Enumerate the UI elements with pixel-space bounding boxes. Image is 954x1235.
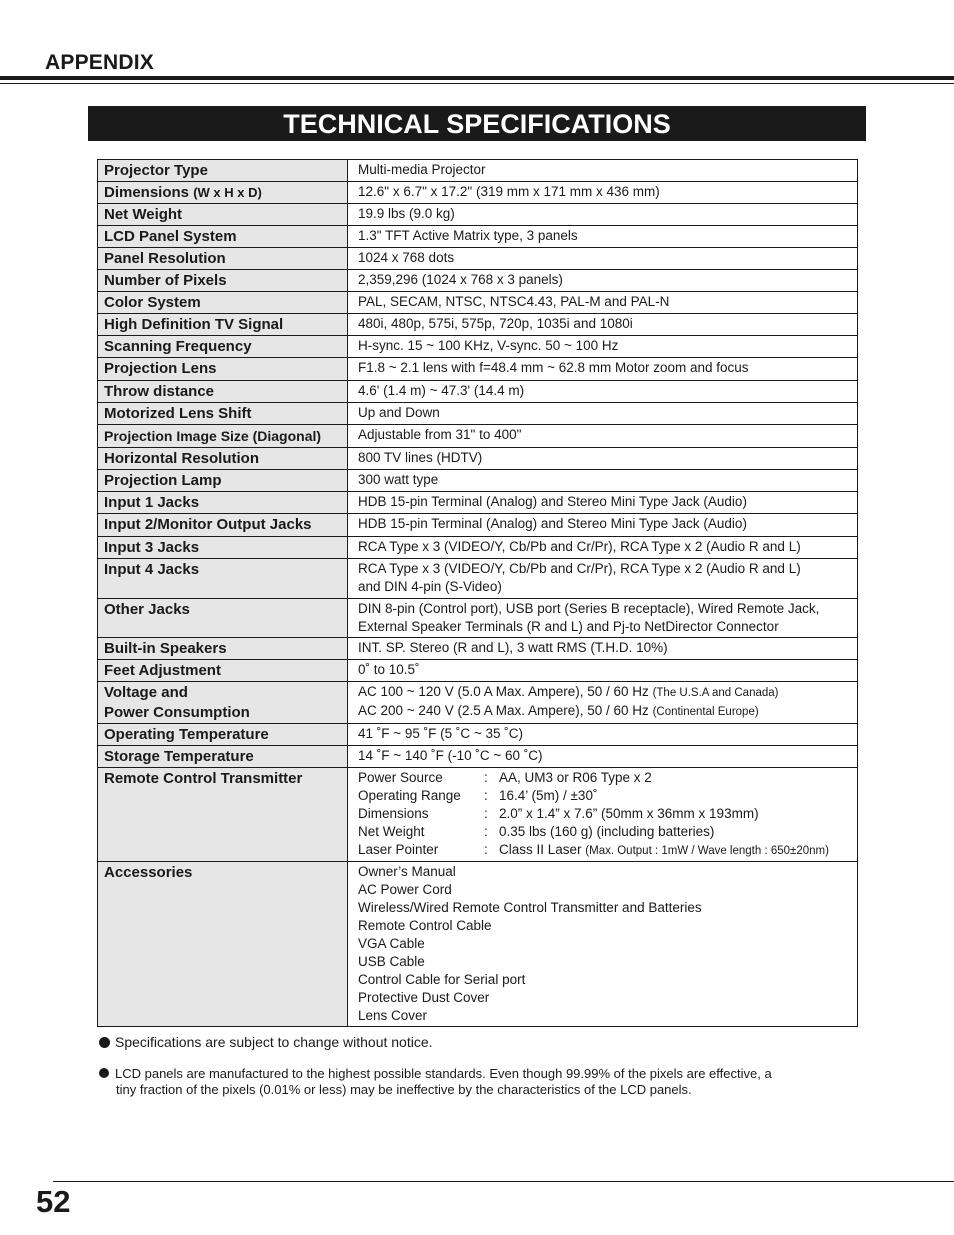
page-title: TECHNICAL SPECIFICATIONS	[88, 106, 866, 141]
spec-label-text: Feet Adjustment	[104, 662, 221, 679]
spec-value-line	[358, 426, 857, 444]
spec-label	[98, 862, 348, 1027]
spec-value-line	[358, 578, 857, 596]
spec-label-text: Net Weight	[104, 206, 183, 223]
spec-value-text: Adjustable from 31" to 400"	[358, 427, 522, 442]
spec-row	[98, 746, 858, 768]
spec-value	[348, 182, 858, 204]
spec-label-text: Scanning Frequency	[104, 338, 252, 355]
spec-value-note: (Continental Europe)	[652, 706, 759, 718]
spec-value	[348, 599, 858, 638]
remote-spec-value-text: 0.35 lbs (160 g) (including batteries)	[499, 824, 715, 839]
spec-row	[98, 492, 858, 514]
spec-value-line	[358, 205, 857, 223]
spec-value	[348, 425, 858, 448]
spec-label-text: Input 1 Jacks	[104, 494, 200, 511]
spec-label-text: Projection Image Size (Diagonal)	[104, 428, 322, 444]
spec-value	[348, 248, 858, 270]
remote-spec-value-text: AA, UM3 or R06 Type x 2	[499, 770, 652, 785]
spec-row	[98, 514, 858, 537]
spec-value-line	[358, 725, 857, 743]
spec-row-remote	[98, 768, 858, 862]
spec-value-text: 0˚ to 10.5˚	[358, 662, 420, 677]
spec-row	[98, 182, 858, 204]
spec-value-note: (The U.S.A and Canada)	[652, 687, 779, 699]
spec-value	[348, 403, 858, 425]
spec-value-text: 19.9 lbs (9.0 kg)	[358, 206, 455, 221]
page-number: 52	[36, 1184, 71, 1219]
spec-row	[98, 638, 858, 660]
spec-label	[98, 660, 348, 682]
accessory-item: AC Power Cord	[358, 882, 452, 897]
spec-value-line	[358, 618, 857, 636]
remote-spec-value	[499, 769, 652, 787]
spec-label	[98, 537, 348, 559]
spec-value-text: 41 ˚F ~ 95 ˚F (5 ˚C ~ 35 ˚C)	[358, 726, 524, 741]
spec-value-line	[358, 747, 857, 765]
spec-value	[348, 682, 858, 724]
spec-label	[98, 160, 348, 182]
spec-label-text: Input 3 Jacks	[104, 539, 200, 556]
spec-value-line	[358, 271, 857, 289]
remote-spec-key: Power Source	[358, 770, 443, 785]
spec-label	[98, 682, 348, 724]
spec-label-text: Projection Lens	[104, 360, 217, 377]
spec-value-text: RCA Type x 3 (VIDEO/Y, Cb/Pb and Cr/Pr), RCA Type x 2 (Audio R and L)	[358, 539, 801, 554]
spec-label	[98, 470, 348, 492]
spec-value	[348, 204, 858, 226]
spec-value-line	[358, 161, 857, 179]
spec-value	[348, 381, 858, 403]
spec-row	[98, 248, 858, 270]
spec-value-text: 4.6' (1.4 m) ~ 47.3' (14.4 m)	[358, 383, 525, 398]
accessory-item: Owner’s Manual	[358, 864, 456, 879]
spec-label	[98, 448, 348, 470]
spec-value	[348, 226, 858, 248]
spec-value-text: 14 ˚F ~ 140 ˚F (-10 ˚C ~ 60 ˚C)	[358, 748, 543, 763]
spec-label	[98, 638, 348, 660]
spec-row	[98, 403, 858, 425]
lcd-note	[99, 1066, 856, 1098]
spec-label-text: Projector Type	[104, 162, 208, 179]
spec-value-text: External Speaker Terminals (R and L) and Pj-to NetDirector Connector	[358, 619, 779, 634]
spec-value-text: 2,359,296 (1024 x 768 x 3 panels)	[358, 272, 563, 287]
spec-value-line	[358, 560, 857, 578]
accessory-item: Protective Dust Cover	[358, 990, 490, 1005]
spec-row	[98, 314, 858, 336]
spec-row	[98, 226, 858, 248]
spec-label-text: Horizontal Resolution	[104, 450, 259, 467]
spec-label-note: (W x H x D)	[193, 185, 262, 200]
spec-row	[98, 559, 858, 599]
spec-value	[348, 862, 858, 1027]
bullet-icon	[99, 1068, 109, 1078]
spec-value	[348, 314, 858, 336]
spec-value-line	[358, 404, 857, 422]
footer-rule	[53, 1181, 954, 1182]
bullet-icon	[99, 1037, 110, 1048]
remote-spec-sep: :	[484, 842, 488, 857]
spec-row	[98, 336, 858, 358]
spec-label	[98, 425, 348, 448]
remote-spec-key: Operating Range	[358, 788, 461, 803]
remote-spec-line	[358, 805, 857, 823]
spec-row	[98, 599, 858, 638]
accessory-item: Remote Control Cable	[358, 918, 492, 933]
remote-spec-sep: :	[484, 788, 488, 803]
remote-spec-line	[358, 787, 857, 805]
spec-row	[98, 448, 858, 470]
spec-label-text: Operating Temperature	[104, 726, 269, 743]
spec-row	[98, 160, 858, 182]
spec-value-text: 12.6" x 6.7" x 17.2" (319 mm x 171 mm x 436 mm)	[358, 184, 660, 199]
remote-spec-value	[499, 841, 829, 860]
spec-label-text: Motorized Lens Shift	[104, 405, 252, 422]
header-rule	[0, 76, 954, 80]
spec-value-text: Up and Down	[358, 405, 440, 420]
accessory-item: Wireless/Wired Remote Control Transmitter and Batteries	[358, 900, 702, 915]
remote-spec-line	[358, 841, 857, 860]
remote-spec-line	[358, 769, 857, 787]
remote-spec-sep: :	[484, 770, 488, 785]
lcd-note-line2: tiny fraction of the pixels (0.01% or less) may be ineffective by the characteristics of the LCD panels.	[116, 1082, 692, 1097]
spec-value	[348, 336, 858, 358]
spec-label	[98, 403, 348, 425]
spec-value-line	[358, 359, 857, 377]
spec-label	[98, 204, 348, 226]
spec-label	[98, 182, 348, 204]
spec-value-text: AC 100 ~ 120 V (5.0 A Max. Ampere), 50 / 60 Hz	[358, 684, 649, 699]
accessory-item: Lens Cover	[358, 1008, 428, 1023]
spec-label	[98, 248, 348, 270]
spec-value	[348, 660, 858, 682]
spec-label	[98, 314, 348, 336]
spec-label-text: Remote Control Transmitter	[104, 770, 303, 787]
spec-value	[348, 537, 858, 559]
remote-spec-note: (Max. Output : 1mW / Wave length : 650±20nm)	[585, 845, 829, 857]
spec-row-accessories	[98, 862, 858, 1027]
specifications-table	[97, 159, 858, 1027]
spec-label	[98, 599, 348, 638]
spec-row	[98, 270, 858, 292]
spec-row	[98, 682, 858, 724]
accessory-item: USB Cable	[358, 954, 425, 969]
spec-value-text: PAL, SECAM, NTSC, NTSC4.43, PAL-M and PAL-N	[358, 294, 670, 309]
spec-label-text: Throw distance	[104, 383, 215, 400]
spec-value-text: HDB 15-pin Terminal (Analog) and Stereo Mini Type Jack (Audio)	[358, 494, 747, 509]
spec-row	[98, 470, 858, 492]
spec-value-line	[358, 515, 857, 533]
spec-value-text: DIN 8-pin (Control port), USB port (Series B receptacle), Wired Remote Jack,	[358, 601, 820, 616]
spec-value-line	[358, 183, 857, 201]
spec-value-text: H-sync. 15 ~ 100 KHz, V-sync. 50 ~ 100 Hz	[358, 338, 619, 353]
spec-value-line	[358, 249, 857, 267]
spec-label-text: Power Consumption	[104, 704, 250, 721]
spec-value-line	[358, 449, 857, 467]
spec-value-text: INT. SP. Stereo (R and L), 3 watt RMS (T.H.D. 10%)	[358, 640, 668, 655]
remote-spec-value-text: Class II Laser	[499, 842, 582, 857]
remote-spec-value	[499, 823, 714, 841]
spec-row	[98, 425, 858, 448]
spec-row	[98, 537, 858, 559]
spec-label-text: Input 2/Monitor Output Jacks	[104, 516, 312, 533]
spec-label	[98, 492, 348, 514]
spec-label	[98, 768, 348, 862]
spec-value-line	[358, 683, 857, 702]
spec-row	[98, 292, 858, 314]
remote-spec-value	[499, 805, 759, 823]
spec-label-text: Voltage and	[104, 684, 188, 701]
spec-value-line	[358, 337, 857, 355]
spec-label-text: Number of Pixels	[104, 272, 227, 289]
spec-value-line	[358, 600, 857, 618]
spec-label	[98, 270, 348, 292]
accessory-item: VGA Cable	[358, 936, 425, 951]
remote-spec-key: Laser Pointer	[358, 842, 439, 857]
spec-label-text: Dimensions	[104, 184, 190, 201]
remote-spec-value-text: 16.4’ (5m) / ±30˚	[499, 788, 598, 803]
spec-value-text: F1.8 ~ 2.1 lens with f=48.4 mm ~ 62.8 mm Motor zoom and focus	[358, 360, 749, 375]
spec-value	[348, 448, 858, 470]
spec-value-text: AC 200 ~ 240 V (2.5 A Max. Ampere), 50 / 60 Hz	[358, 703, 649, 718]
spec-value	[348, 160, 858, 182]
spec-label-text: Accessories	[104, 864, 193, 881]
spec-label-text: Built-in Speakers	[104, 640, 227, 657]
spec-value	[348, 514, 858, 537]
spec-value	[348, 638, 858, 660]
spec-row	[98, 660, 858, 682]
spec-value-text: RCA Type x 3 (VIDEO/Y, Cb/Pb and Cr/Pr), RCA Type x 2 (Audio R and L)	[358, 561, 801, 576]
remote-spec-value-text: 2.0” x 1.4” x 7.6” (50mm x 36mm x 193mm)	[499, 806, 759, 821]
remote-spec-key: Dimensions	[358, 806, 429, 821]
remote-spec-sep: :	[484, 806, 488, 821]
lcd-note-line1: LCD panels are manufactured to the highest possible standards. Even though 99.99% of the pixels are effective, a	[115, 1066, 772, 1081]
spec-label	[98, 381, 348, 403]
spec-value-line	[358, 382, 857, 400]
spec-label-text: Color System	[104, 294, 201, 311]
spec-value	[348, 292, 858, 314]
remote-spec-sep: :	[484, 824, 488, 839]
spec-label-text: Input 4 Jacks	[104, 561, 200, 578]
spec-value-line	[358, 702, 857, 721]
spec-row	[98, 724, 858, 746]
spec-value-line	[358, 661, 857, 679]
spec-label	[98, 746, 348, 768]
spec-value-line	[358, 493, 857, 511]
spec-value	[348, 559, 858, 599]
spec-value-line	[358, 315, 857, 333]
spec-label	[98, 292, 348, 314]
spec-value-text: 300 watt type	[358, 472, 439, 487]
spec-row	[98, 204, 858, 226]
spec-label	[98, 514, 348, 537]
spec-label	[98, 358, 348, 381]
spec-value-text: 1024 x 768 dots	[358, 250, 455, 265]
spec-value	[348, 492, 858, 514]
spec-value-text: 800 TV lines (HDTV)	[358, 450, 483, 465]
spec-value	[348, 270, 858, 292]
spec-value-line	[358, 293, 857, 311]
spec-label	[98, 336, 348, 358]
spec-label	[98, 559, 348, 599]
spec-value-text: 1.3" TFT Active Matrix type, 3 panels	[358, 228, 578, 243]
accessory-item: Control Cable for Serial port	[358, 972, 526, 987]
spec-label-text: High Definition TV Signal	[104, 316, 284, 333]
spec-value	[348, 768, 858, 862]
spec-label-text: LCD Panel System	[104, 228, 237, 245]
notice-note	[99, 1034, 433, 1050]
spec-label-text: Other Jacks	[104, 601, 190, 618]
spec-value-line	[358, 538, 857, 556]
spec-row	[98, 381, 858, 403]
spec-value	[348, 724, 858, 746]
spec-label	[98, 724, 348, 746]
remote-spec-key: Net Weight	[358, 824, 425, 839]
spec-value	[348, 358, 858, 381]
notice-text: Specifications are subject to change without notice.	[115, 1034, 433, 1050]
spec-value-text: and DIN 4-pin (S-Video)	[358, 579, 502, 594]
remote-spec-value	[499, 787, 597, 805]
spec-label-text: Projection Lamp	[104, 472, 222, 489]
spec-value	[348, 470, 858, 492]
spec-row	[98, 358, 858, 381]
spec-value-text: HDB 15-pin Terminal (Analog) and Stereo Mini Type Jack (Audio)	[358, 516, 747, 531]
spec-label-text: Storage Temperature	[104, 748, 254, 765]
spec-value-line	[358, 471, 857, 489]
spec-value-line	[358, 227, 857, 245]
section-title: APPENDIX	[45, 51, 154, 74]
spec-value	[348, 746, 858, 768]
remote-spec-line	[358, 823, 857, 841]
spec-label	[98, 226, 348, 248]
spec-label-text: Panel Resolution	[104, 250, 226, 267]
header-rule-thin	[0, 83, 954, 84]
spec-value-text: 480i, 480p, 575i, 575p, 720p, 1035i and 1080i	[358, 316, 633, 331]
spec-value-text: Multi-media Projector	[358, 162, 486, 177]
spec-value-line	[358, 639, 857, 657]
